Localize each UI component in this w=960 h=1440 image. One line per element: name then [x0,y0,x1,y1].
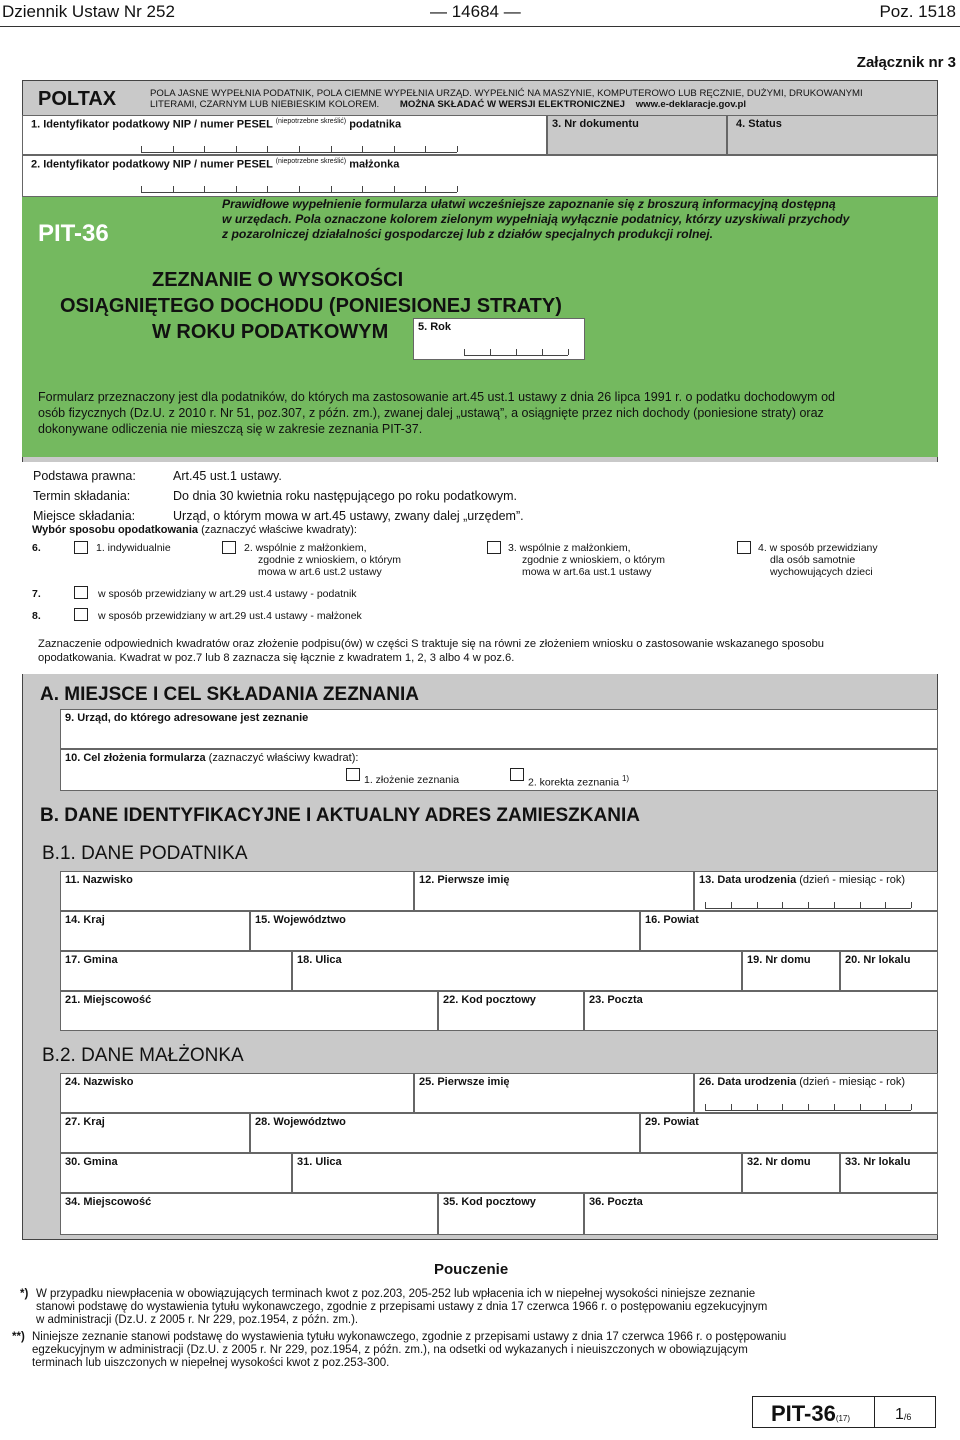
field-10-note: (zaznaczyć właściwy kwadrat): [208,752,359,764]
digit-cell-tick [331,186,332,192]
field-26-date-cells [705,1104,911,1111]
field-22-label: 22. Kod pocztowy [443,994,536,1006]
field-15-label: 15. Województwo [255,914,346,926]
field-30-municipality[interactable] [60,1153,292,1193]
field-22-postal-code[interactable] [438,991,584,1031]
field-13-date-cells [705,902,911,909]
journal-page-number: — 14684 — [430,2,521,21]
field-15-voivodeship[interactable] [250,911,640,951]
digit-cell-tick [299,186,300,192]
field-7-number: 7. [32,588,41,600]
option-4-label [758,542,878,578]
header-rule [0,26,960,27]
field-29-county[interactable] [640,1113,938,1153]
field-18-street[interactable] [292,951,742,991]
field-8-label: w sposób przewidziany w art.29 ust.4 ustawy - małżonek [98,610,362,622]
option-2-line2: zgodnie z wnioskiem, o którym [258,554,401,566]
form-title-line3: W ROKU PODATKOWYM [152,321,389,343]
fill-instructions-line1: POLA JASNE WYPEŁNIA PODATNIK, POLA CIEMNE WYPEŁNIA URZĄD. WYPEŁNIĆ NA MASZYNIE, KOMPUTEROWO LUB RĘCZNIE, DUŻYMI, DRUKOWANYMI [150,88,863,99]
field-21-locality[interactable] [60,991,438,1031]
section-b-title: B. DANE IDENTYFIKACYJNE I AKTUALNY ADRES ZAMIESZKANIA [40,805,640,826]
digit-cell-tick [885,902,886,908]
digit-cell-tick [782,902,783,908]
tax-method-note-line1: Zaznaczenie odpowiednich kwadratów oraz złożenie podpisu(ów) w części S traktuje się na równi ze złożeniem wniosku o zastosowanie wskazanego sposobu [38,638,825,650]
field-20-apartment-number[interactable] [840,951,938,991]
option-1-label: 1. indywidualnie [96,542,171,554]
digit-cell-tick [394,146,395,152]
digit-cell-tick [331,146,332,152]
option-3-line2: zgodnie z wnioskiem, o którym [522,554,665,566]
field-33-label: 33. Nr lokalu [845,1156,911,1168]
digit-cell-tick [267,186,268,192]
field-28-voivodeship[interactable] [250,1113,640,1153]
tax-method-title-note: (zaznaczyć właściwe kwadraty): [201,524,357,536]
journal-title: Dziennik Ustaw Nr 252 [2,2,175,21]
field-19-house-number[interactable] [742,951,840,991]
field-1-digit-cells [141,146,457,153]
field-20-label: 20. Nr lokalu [845,954,911,966]
digit-cell-tick [490,349,491,355]
legal-basis-key: Podstawa prawna: [33,469,136,483]
option-3-label [508,542,665,578]
digit-cell-tick [236,146,237,152]
digit-cell-tick [394,186,395,192]
field-34-label: 34. Miejscowość [65,1196,152,1208]
field-5-digit-cells [464,349,568,356]
option-4-line1: 4. w sposób przewidziany [758,542,878,554]
field-2-nip-pesel-spouse[interactable] [22,155,938,197]
field-17-municipality[interactable] [60,951,292,991]
digit-cell-tick [757,902,758,908]
digit-cell-tick [808,1104,809,1110]
electronic-filing-note: MOŻNA SKŁADAĆ W WERSJI ELEKTRONICZNEJ [399,99,626,110]
digit-cell-tick [731,902,732,908]
digit-cell-tick [757,1104,758,1110]
field-31-street[interactable] [292,1153,742,1193]
field-7-label: w sposób przewidziany w art.29 ust.4 ustawy - podatnik [98,588,357,600]
option-2-line1: 2. wspólnie z małżonkiem, [244,542,367,554]
field-14-country[interactable] [60,911,250,951]
footer-form-code-cell [753,1397,875,1427]
field-23-label: 23. Poczta [589,994,643,1006]
digit-cell-tick [516,349,517,355]
field-2-label: 2. Identyfikator podatkowy NIP / numer PESEL [31,158,273,171]
field-10-label: 10. Cel złożenia formularza [65,752,206,764]
field-31-label: 31. Ulica [297,1156,342,1168]
submission-label: 1. złożenie zeznania [364,774,460,786]
filing-place-value: Urząd, o którym mowa w art.45 ustawy, zwany dalej „urzędem”. [173,509,524,523]
field-21-label: 21. Miejscowość [65,994,152,1006]
submission-checkbox[interactable] [346,768,360,781]
tax-method-title-text: Wybór sposobu opodatkowania [32,524,199,536]
notice-2-line2: egzekucyjnym w administracji (Dz.U. z 2005 r. Nr 229, poz.1954, z późn. zm.), na odsetki od wykazanych i nieuiszczonych w obowiązującym [32,1344,748,1356]
field-5-year[interactable] [413,318,585,360]
correction-checkbox[interactable] [510,768,524,781]
field-28-label: 28. Województwo [255,1116,346,1128]
field-2-digit-cells [141,186,457,193]
notice-1-line1: W przypadku niewpłacenia w obowiązujących terminach kwot z poz.203, 205-252 lub wpłacenia ich w niepełnej wysokości niniejsze zeznanie [36,1288,756,1300]
tax-method-note-line2: opodatkowania. Kwadrat w poz.7 lub 8 zaznacza się łącznie z kwadratem 1, 2, 3 albo 4 w poz.6. [38,652,515,664]
field-2-suffix: małżonka [349,158,400,171]
option-1-individual-checkbox[interactable] [74,541,88,554]
digit-cell-tick [267,146,268,152]
digit-cell-tick [457,186,458,192]
field-30-label: 30. Gmina [65,1156,118,1168]
digit-cell-tick [141,186,142,192]
form-purpose-line3: dokonywane odliczenia nie mieszczą się w zakresie zeznania PIT-37. [38,422,423,436]
field-2-note: (niepotrzebne skreślić) [275,158,347,165]
field-29-label: 29. Powiat [645,1116,699,1128]
notice-1-line3: w administracji (Dz.U. z 2005 r. Nr 229, poz.1954, z późn. zm.). [36,1314,359,1326]
field-25-label: 25. Pierwsze imię [419,1076,510,1088]
option-4-line2: dla osób samotnie [770,554,856,566]
notice-2-marker: **) [12,1331,25,1343]
green-info-note [222,197,849,242]
digit-cell-tick [860,1104,861,1110]
digit-cell-tick [731,1104,732,1110]
fill-instructions [150,88,863,110]
field-3-label: 3. Nr dokumentu [552,118,639,130]
field-12-first-name[interactable] [414,871,694,911]
field-4-label: 4. Status [736,118,782,130]
legal-basis-values [173,466,524,526]
notice-2-line3: terminach lub uiszczonych w niepełnej wysokości kwot z poz.253-300. [32,1357,390,1369]
annex-label: Załącznik nr 3 [856,54,956,71]
digit-cell-tick [457,146,458,152]
field-27-label: 27. Kraj [65,1116,105,1128]
notice-2-line1: Niniejsze zeznanie stanowi podstawę do wystawienia tytułu wykonawczego, zgodnie z przepisami ustawy z dnia 17 czerwca 1966 r. o postępowaniu [32,1331,787,1343]
option-4-single-parent-checkbox[interactable] [737,541,751,554]
digit-cell-tick [542,349,543,355]
field-27-country[interactable] [60,1113,250,1153]
green-info-line3: z pozarolniczej działalności gospodarczej lub z działów specjalnych produkcji rolnej. [222,227,713,241]
field-9-label: 9. Urząd, do którego adresowane jest zeznanie [65,712,309,724]
digit-cell-tick [425,186,426,192]
field-24-surname[interactable] [60,1073,414,1113]
digit-cell-tick [141,146,142,152]
field-13-note: (dzień - miesiąc - rok) [799,874,906,886]
footer-page-number: 1 [895,1406,904,1423]
field-32-house-number[interactable] [742,1153,840,1193]
field-11-surname[interactable] [60,871,414,911]
field-19-label: 19. Nr domu [747,954,811,966]
publisher-logo: POLTAX [38,88,117,110]
field-12-label: 12. Pierwsze imię [419,874,510,886]
tax-method-title [32,524,357,536]
green-info-line1: Prawidłowe wypełnienie formularza ułatwi wcześniejsze zapoznanie się z broszurą informacyjną dostępną [222,197,836,211]
field-36-label: 36. Poczta [589,1196,643,1208]
digit-cell-tick [299,146,300,152]
digit-cell-tick [173,146,174,152]
notice-2 [32,1331,786,1370]
field-26-note: (dzień - miesiąc - rok) [799,1076,906,1088]
form-purpose-line2: osób fizycznych (Dz.U. z 2010 r. Nr 51, poz.307, z późn. zm.), zwanej dalej „ustawą”, a osiągnięte przez nich dochody (poniesione straty) oraz [38,406,824,420]
option-2-label [244,542,401,578]
field-35-postal-code[interactable] [438,1193,584,1235]
green-info-line2: w urzędach. Pola oznaczone kolorem zielonym wypełniają wyłącznie podatnicy, którzy uzyskiwali przychody [222,212,850,226]
field-35-label: 35. Kod pocztowy [443,1196,536,1208]
field-8-checkbox[interactable] [74,608,88,621]
form-purpose [38,389,835,437]
option-3-line1: 3. wspólnie z małżonkiem, [508,542,631,554]
field-36-post-office[interactable] [584,1193,938,1235]
field-16-label: 16. Powiat [645,914,699,926]
section-b1-title: B.1. DANE PODATNIKA [42,843,248,864]
digit-cell-tick [911,1104,912,1110]
field-11-label: 11. Nazwisko [65,874,133,886]
field-16-county[interactable] [640,911,938,951]
digit-cell-tick [834,1104,835,1110]
digit-cell-tick [204,186,205,192]
field-1-label: 1. Identyfikator podatkowy NIP / numer PESEL [31,118,273,131]
form-title-line1: ZEZNANIE O WYSOKOŚCI [152,269,404,291]
filing-deadline-key: Termin składania: [33,489,131,503]
digit-cell-tick [911,902,912,908]
digit-cell-tick [362,146,363,152]
notice-1-marker: *) [20,1288,29,1300]
filing-deadline-value: Do dnia 30 kwietnia roku następującego po roku podatkowym. [173,489,517,503]
field-1-suffix: podatnika [349,118,402,131]
section-a-title: A. MIEJSCE I CEL SKŁADANIA ZEZNANIA [40,684,419,705]
field-13-birth-date[interactable] [694,871,938,911]
field-1-note: (niepotrzebne skreślić) [275,118,347,125]
position-number: Poz. 1518 [879,2,956,21]
tax-method-note [38,637,824,665]
form-title-line2: OSIĄGNIĘTEGO DOCHODU (PONIESIONEJ STRATY) [60,295,562,317]
footer-form-version: (17) [835,1414,851,1423]
field-3-document-number [547,115,727,155]
field-6-number: 6. [32,542,41,554]
field-26-label: 26. Data urodzenia [699,1076,797,1088]
field-18-label: 18. Ulica [297,954,342,966]
option-3-joint-6a-checkbox[interactable] [487,541,501,554]
digit-cell-tick [464,349,465,355]
digit-cell-tick [173,186,174,192]
digit-cell-tick [705,902,706,908]
field-1-nip-pesel-taxpayer[interactable] [22,115,547,155]
field-10-purpose [60,749,938,791]
digit-cell-tick [782,1104,783,1110]
correction-footnote-ref: 1) [621,774,630,783]
field-26-birth-date[interactable] [694,1073,938,1113]
legal-basis-keys [33,466,136,526]
footer-form-code: PIT-36 [771,1401,836,1426]
legal-basis-value: Art.45 ust.1 ustawy. [173,469,282,483]
field-8-number: 8. [32,610,41,622]
footer-page-total: /6 [903,1412,912,1422]
filing-place-key: Miejsce składania: [33,509,136,523]
field-5-label: 5. Rok [418,321,452,333]
field-32-label: 32. Nr domu [747,1156,811,1168]
e-deklaracje-link[interactable]: www.e-deklaracje.gov.pl [635,99,747,110]
field-24-label: 24. Nazwisko [65,1076,134,1088]
digit-cell-tick [808,902,809,908]
footer-page-cell [875,1397,935,1427]
field-4-status [727,115,938,155]
digit-cell-tick [236,186,237,192]
field-34-locality[interactable] [60,1193,438,1235]
section-b2-title: B.2. DANE MAŁŻONKA [42,1045,244,1066]
footer-form-code-box [752,1396,936,1428]
digit-cell-tick [885,1104,886,1110]
field-9-tax-office[interactable] [60,709,938,749]
digit-cell-tick [362,186,363,192]
field-17-label: 17. Gmina [65,954,118,966]
digit-cell-tick [204,146,205,152]
option-2-line3: mowa w art.6 ust.2 ustawy [258,566,382,578]
notice-1 [36,1288,767,1327]
field-14-label: 14. Kraj [65,914,105,926]
digit-cell-tick [568,349,569,355]
field-7-checkbox[interactable] [74,586,88,599]
field-23-post-office[interactable] [584,991,938,1031]
notice-1-line2: stanowi podstawę do wystawienia tytułu wykonawczego, zgodnie z przepisami ustawy z dnia 17 czerwca 1966 r. o postępowaniu egzekucyjnym [36,1301,768,1313]
form-code-title: PIT-36 [38,220,109,247]
form-purpose-line1: Formularz przeznaczony jest dla podatników, do których ma zastosowanie art.45 ust.1 ustawy z dnia 26 lipca 1991 r. o podatku dochodowym od [38,390,835,404]
option-4-line3: wychowujących dzieci [770,566,873,578]
correction-label: 2. korekta zeznania [528,776,620,789]
digit-cell-tick [860,902,861,908]
field-33-apartment-number[interactable] [840,1153,938,1193]
notice-title: Pouczenie [434,1261,509,1278]
field-13-label: 13. Data urodzenia [699,874,797,886]
digit-cell-tick [834,902,835,908]
fill-instructions-line2: LITERAMI, CZARNYM LUB NIEBIESKIM KOLOREM. [150,99,380,110]
option-2-joint-checkbox[interactable] [222,541,236,554]
digit-cell-tick [425,146,426,152]
digit-cell-tick [705,1104,706,1110]
field-25-first-name[interactable] [414,1073,694,1113]
option-3-line3: mowa w art.6a ust.1 ustawy [522,566,652,578]
